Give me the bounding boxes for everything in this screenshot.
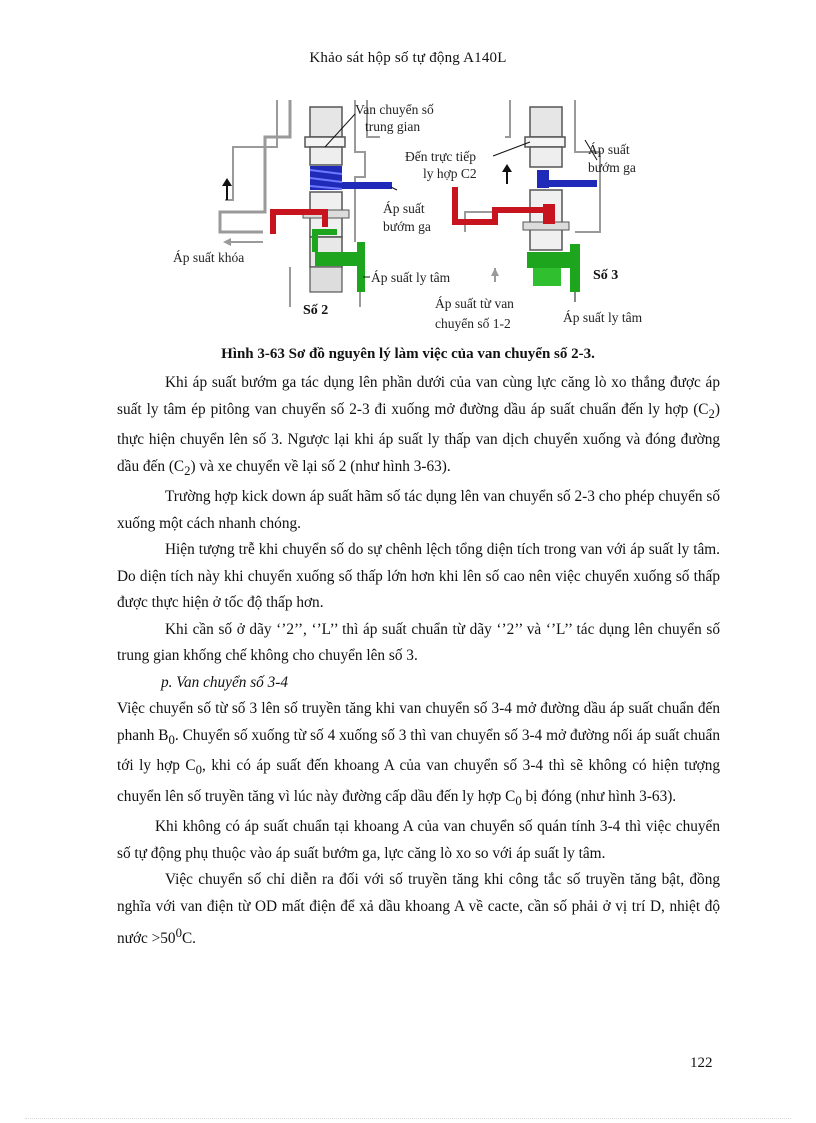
- label-tu-van-2: chuyển số 1-2: [435, 316, 511, 331]
- paragraph: Khi cần số ở dãy ‘’2’’, ‘’L’’ thì áp suất chuẩn từ dãy ‘’2’’ và ‘’L’’ tác dụng lên chuyển số trung gian khống chế không cho chuyển lên số 3.: [117, 620, 720, 665]
- paragraph: Việc chuyển số từ số 3 lên số truyền tăng khi van chuyển số 3-4 mở đường dầu áp suất chuẩn đến phanh $B_0$. Chuyển số xuống từ số 4 xuống số 3 thì van chuyển số 3-4 mở đường nối áp suất chuẩn tới ly hợp $C_0$, khi có áp suất đến khoang A của van chuyển số 3-4 thì sẽ không có hiện tượng chuyển lên số truyền tăng vì lúc này đường cấp dầu đến ly hợp $C_0$ bị đóng (như hình 3-63).: [117, 700, 720, 808]
- label-ly-tam-left: Áp suất ly tâm: [371, 270, 451, 285]
- label-so2: Số 2: [303, 303, 329, 318]
- label-buom-ga-right-2: bướm ga: [588, 160, 636, 175]
- figure-caption: Hình 3-63 Sơ đồ nguyên lý làm việc của van chuyển số 2-3.: [221, 346, 595, 362]
- label-buom-ga-left-1: Áp suất: [383, 201, 425, 216]
- label-tu-van-1: Áp suất từ van: [435, 296, 514, 311]
- paragraph: Khi không có áp suất chuẩn tại khoang A của van chuyển số quán tính 3-4 thì việc chuyển số tự động phụ thuộc vào áp suất bướm ga, lực căng lò xo so với áp suất ly tâm.: [117, 818, 720, 862]
- paragraph: Hiện tượng trễ khi chuyển số do sự chênh lệch tổng diện tích trong van với áp suất ly tâm. Do diện tích này khi chuyển xuống số thấp lớn hơn khi lên số cao nên việc chuyển xuống số thấp được thực hiện ở tốc độ thấp hơn.: [117, 541, 720, 612]
- paragraph: Khi áp suất bướm ga tác dụng lên phần dưới của van cùng lực căng lò xo thắng được áp suất ly tâm ép pitông van chuyển số 2-3 đi xuống mở đường dầu áp suất chuẩn đến ly hợp $(C_2)$ thực hiện chuyển lên số 3. Ngược lại khi áp suất ly thấp van dịch chuyển xuống và đóng đường dầu đến $(C_2)$ và xe chuyển về lại số 2 (như hình 3-63).: [117, 374, 720, 478]
- label-so3: Số 3: [593, 268, 619, 283]
- paragraph: Trường hợp kick down áp suất hãm số tác dụng lên van chuyển số 2-3 cho phép chuyển số xuống một cách nhanh chóng.: [117, 488, 720, 532]
- label-ly-tam-right: Áp suất ly tâm: [563, 310, 643, 325]
- label-ap-suat-khoa: Áp suất khóa: [173, 250, 245, 265]
- label-buom-ga-right-1: Áp suất: [588, 142, 630, 157]
- valve-diagram-svg: [165, 92, 685, 342]
- body-text: [117, 370, 720, 953]
- footer-divider: [25, 1118, 791, 1119]
- paragraph: Việc chuyển số chỉ diễn ra đối với số truyền tăng khi công tắc số truyền tăng bật, đồng nghĩa với van điện từ OD mất điện để xả dầu khoang A về cacte, cần số phải ở vị trí D, nhiệt độ nước $>50^0C$.: [117, 871, 720, 948]
- label-van-trung-gian-2: trung gian: [365, 119, 421, 134]
- label-den-truc-tiep-2: ly hợp C2: [423, 166, 477, 181]
- label-den-truc-tiep-1: Đến trực tiếp: [405, 149, 477, 164]
- page-number: 122: [690, 1055, 713, 1071]
- label-buom-ga-left-2: bướm ga: [383, 219, 431, 234]
- valve-diagram: [165, 92, 685, 342]
- page-header: Khảo sát hộp số tự động A140L: [309, 50, 507, 66]
- right-valve-body: [455, 100, 600, 302]
- label-van-trung-gian-1: Van chuyển số: [355, 102, 434, 117]
- section-heading: p. Van chuyển số 3-4: [161, 673, 289, 691]
